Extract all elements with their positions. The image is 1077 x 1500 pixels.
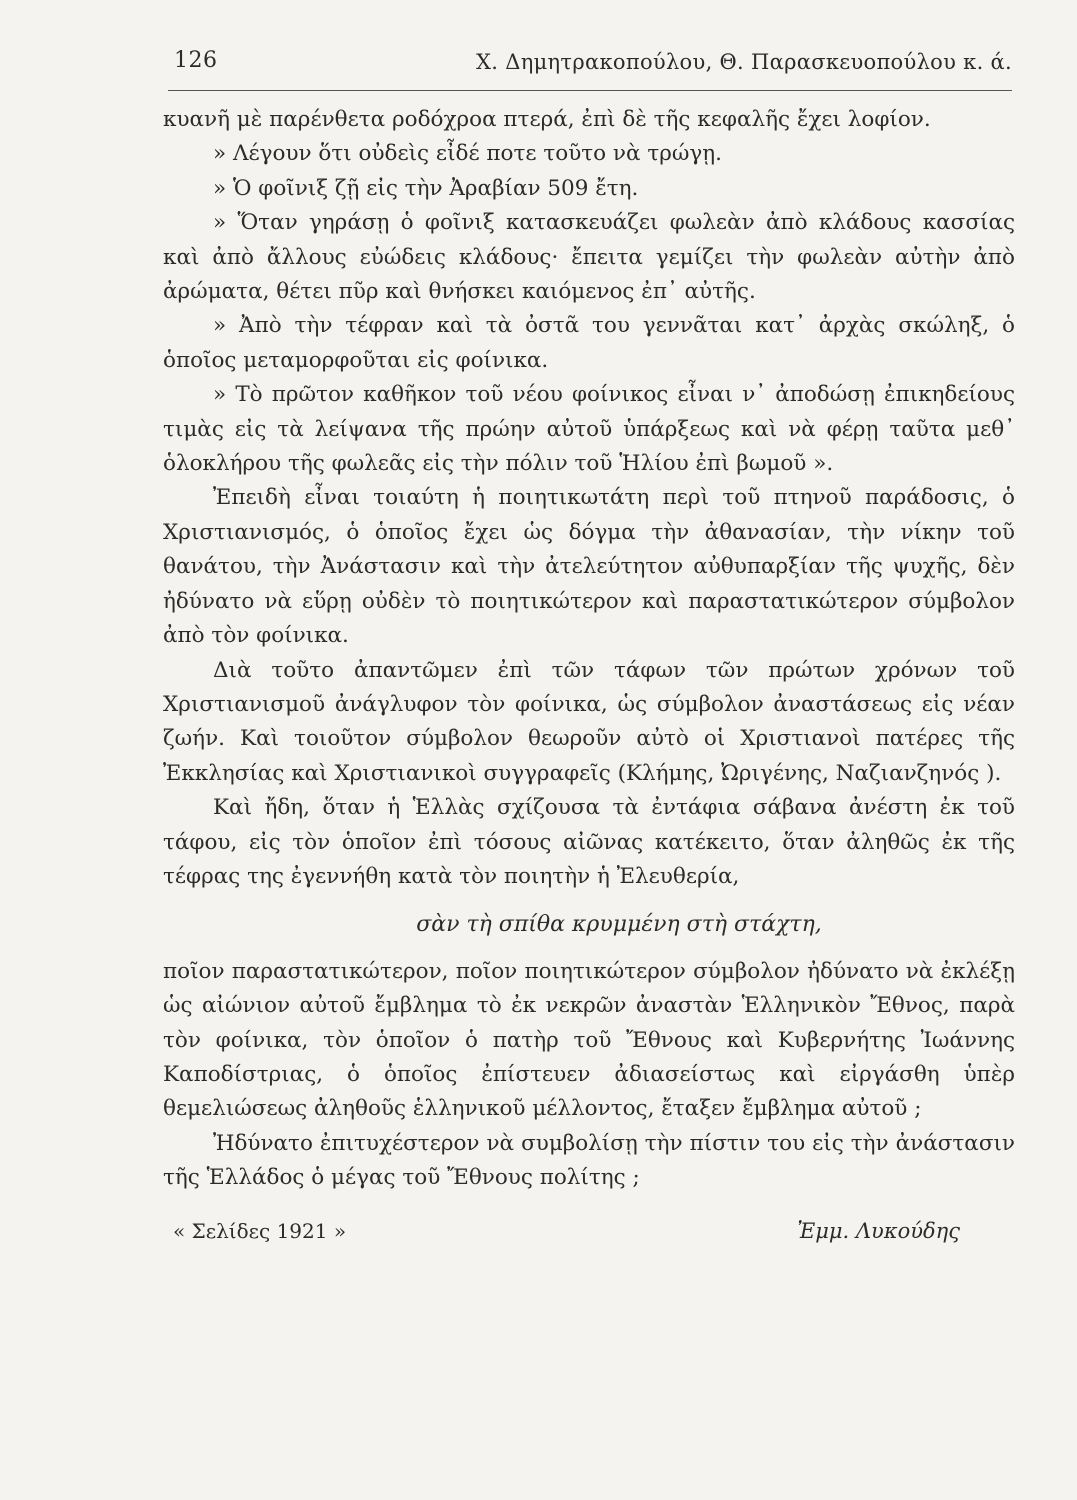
page-header	[168, 44, 1012, 84]
paragraph: » Ἀπὸ τὴν τέφραν καὶ τὰ ὀστᾶ του γεννᾶται κατ᾽ ἀρχὰς σκώληξ, ὁ ὁποῖος μεταμορφοῦται εἰς φοίνικα.	[163, 313, 1015, 373]
source-citation: « Σελίδες 1921 »	[173, 1218, 347, 1243]
paragraph: » Τὸ πρῶτον καθῆκον τοῦ νέου φοίνικος εἶναι ν᾽ ἀποδώσῃ ἐπικηδείους τιμὰς εἰς τὰ λείψανα τῆς πρώην αὐτοῦ ὑπάρξεως καὶ νὰ φέρῃ ταῦτα μεθ᾽ ὁλοκλήρου τῆς φωλεᾶς εἰς τὴν πόλιν τοῦ Ἡλίου ἐπὶ βωμοῦ ».	[163, 382, 1015, 477]
header-rule	[168, 90, 1012, 91]
paragraph: ποῖον παραστατικώτερον, ποῖον ποιητικώτερον σύμβολον ἠδύνατο νὰ ἐκλέξῃ ὡς αἰώνιον αὐτοῦ ἔμβλημα τὸ ἐκ νεκρῶν ἀναστὰν Ἑλληνικὸν Ἔθνος, παρὰ τὸν φοίνικα, τὸν ὁποῖον ὁ πατὴρ τοῦ Ἔθνους καὶ Κυβερνήτης Ἰωάννης Καποδίστριας, ὁ ὁποῖος ἐπίστευεν ἀδιασείστως καὶ εἰργάσθη ὑπὲρ θεμελιώσεως ἀληθοῦς ἑλληνικοῦ μέλλοντος, ἔταξεν ἔμβλημα αὐτοῦ ;	[163, 958, 1015, 1122]
paragraph: » Λέγουν ὅτι οὐδεὶς εἶδέ ποτε τοῦτο νὰ τρώγῃ.	[213, 141, 722, 167]
verse-quote: σὰν τὴ σπίθα κρυμμένη στὴ στάχτη,	[416, 912, 822, 938]
paragraph: κυανῆ μὲ παρένθετα ροδόχροα πτερά, ἐπὶ δὲ τῆς κεφαλῆς ἔχει λοφίον.	[163, 107, 931, 132]
paragraph: Ἐπειδὴ εἶναι τοιαύτη ἡ ποιητικωτάτη περὶ τοῦ πτηνοῦ παράδοσις, ὁ Χριστιανισμός, ὁ ὁποῖος ἔχει ὡς δόγμα τὴν ἀθανασίαν, τὴν νίκην τοῦ θανάτου, τὴν Ἀνάστασιν καὶ τὴν ἀτελεύτητον αὐθυπαρξίαν τῆς ψυχῆς, δὲν ἠδύνατο νὰ εὕρῃ οὐδὲν τὸ ποιητικώτερον καὶ παραστατικώτερον σύμβολον ἀπὸ τὸν φοίνικα.	[163, 485, 1015, 649]
paragraph: » Ὁ φοῖνιξ ζῇ εἰς τὴν Ἀραβίαν 509 ἔτη.	[213, 175, 639, 201]
paragraph: Καὶ ἤδη, ὅταν ἡ Ἑλλὰς σχίζουσα τὰ ἐντάφια σάβανα ἀνέστη ἐκ τοῦ τάφου, εἰς τὸν ὁποῖον ἐπὶ τόσους αἰῶνας κατέκειτο, ὅταν ἀληθῶς ἐκ τῆς τέφρας της ἐγεννήθη κατὰ τὸν ποιητὴν ἡ Ἐλευθερία,	[163, 795, 1015, 889]
running-head: Χ. Δημητρακοπούλου, Θ. Παρασκευοπούλου κ. ά.	[476, 50, 1012, 74]
body-text	[163, 103, 1015, 1248]
page-number: 126	[174, 48, 218, 73]
paragraph: Διὰ τοῦτο ἀπαντῶμεν ἐπὶ τῶν τάφων τῶν πρώτων χρόνων τοῦ Χριστιανισμοῦ ἀνάγλυφον τὸν φοίνικα, ὡς σύμβολον ἀναστάσεως εἰς νέαν ζωήν. Καὶ τοιοῦτον σύμβολον θεωροῦν αὐτὸ οἱ Χριστιανοὶ πατέρες τῆς Ἐκκλησίας καὶ Χριστιανικοὶ συγγραφεῖς (Κλήμης, Ὠριγένης, Ναζιανζηνός ).	[163, 657, 1015, 786]
attribution	[163, 1214, 1015, 1248]
paragraph: » Ὅταν γηράσῃ ὁ φοῖνιξ κατασκευάζει φωλεὰν ἀπὸ κλάδους κασσίας καὶ ἀπὸ ἄλλους εὐώδεις κλάδους· ἔπειτα γεμίζει τὴν φωλεὰν αὐτὴν ἀπὸ ἀρώματα, θέτει πῦρ καὶ θνήσκει καιόμενος ἐπ᾽ αὐτῆς.	[163, 210, 1015, 305]
author-signature: Ἐμμ. Λυκούδης	[797, 1218, 960, 1243]
paragraph: Ἠδύνατο ἐπιτυχέστερον νὰ συμβολίσῃ τὴν πίστιν του εἰς τὴν ἀνάστασιν τῆς Ἑλλάδος ὁ μέγας τοῦ Ἔθνους πολίτης ;	[163, 1130, 1015, 1191]
